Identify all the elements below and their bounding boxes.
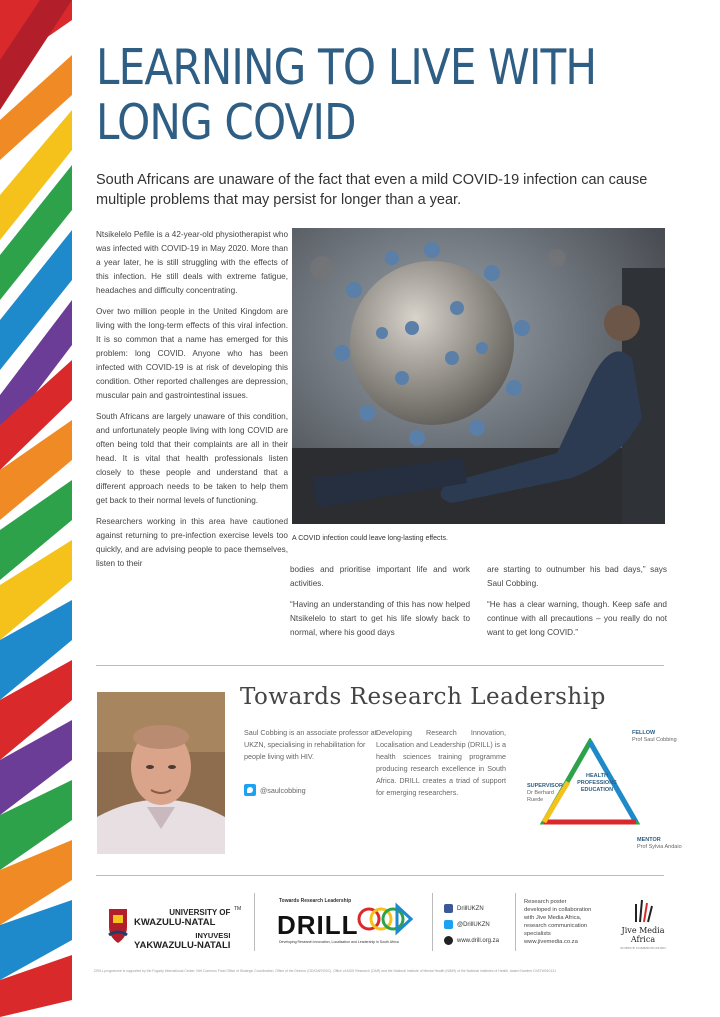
drill-logo-word: DRILL: [277, 910, 359, 940]
website-text: www.drill.org.za: [457, 937, 500, 944]
twitter-text: @DrillUKZN: [457, 921, 490, 928]
jive-media-logo-icon: [630, 898, 656, 924]
article-column-2: [290, 563, 470, 647]
jive-line-2: Africa: [630, 935, 656, 944]
article-title: LEARNING TO LIVE WITH LONG COVID: [96, 39, 597, 151]
uni-line-1: UNIVERSITY OF: [169, 908, 231, 917]
drill-logo-mark: [357, 900, 413, 938]
photo-caption: A COVID infection could leave long-lasting effects.: [292, 535, 448, 542]
triad-fellow: [632, 730, 677, 744]
drill-description: Developing Research Innovation, Localisation and Leadership (DRILL) is a health sciences training programme producing research excellence in South Africa. DRILL creates a triad of support for emerging researchers.: [376, 728, 506, 797]
facebook-icon: [444, 904, 453, 913]
twitter-icon: [444, 920, 453, 929]
footer-divider: [96, 875, 664, 876]
bio-text: Saul Cobbing is an associate professor at UKZN, specialising in rehabilitation for people living with HIV.: [244, 728, 377, 761]
facebook-text: DrillUKZN: [457, 905, 484, 912]
drill-tagline: Developing Research Innovation, Localisation and Leadership in South Africa: [279, 940, 399, 944]
paragraph-5: bodies and prioritise important life and work activities.: [290, 565, 470, 588]
twitter-handle[interactable]: [244, 784, 306, 796]
section-divider: [96, 665, 664, 666]
section-heading: Towards Research Leadership: [240, 684, 606, 710]
paragraph-8: “He has a clear warning, though. Keep safe and continue with all precautions – you really do not want to get long COVID.”: [487, 600, 667, 637]
uni-line-2: KWAZULU-NATAL: [134, 917, 216, 928]
twitter-handle-text: @saulcobbing: [260, 785, 306, 795]
article-subtitle: South Africans are unaware of the fact that even a mild COVID-19 infection can cause multiple problems that may persist for longer than a year.: [96, 172, 648, 208]
jive-line-1: Jive Media: [621, 926, 665, 935]
footer-separator-1: [254, 893, 255, 951]
twitter-link[interactable]: [444, 920, 490, 929]
footer-separator-2: [432, 893, 433, 951]
paragraph-3: South Africans are largely unaware of this condition, and unfortunately people living with long COVID are often being told that their complaints are all in their head. It is vital that health professionals listen closely to these people and understand that a different approach needs to be taken to help them get back to their normal levels of functioning.: [96, 412, 288, 505]
uni-line-4: YAKWAZULU-NATALI: [134, 940, 231, 951]
article-page: [72, 0, 720, 1017]
portrait-photo: [97, 692, 225, 854]
globe-icon: [444, 936, 453, 945]
triad-supervisor: [527, 783, 567, 804]
facebook-link[interactable]: [444, 904, 484, 913]
uni-line-3: INYUVESI: [195, 931, 231, 940]
paragraph-2: Over two million people in the United Kingdom are living with the long-term effects of this viral infection. It is so common that a name has emerged for this problem: long COVID. Anyone who has been infected with COVID-19 is at risk of developing this condition. Other reported challenges are depression, muscular pain and gastrointestinal issues.: [96, 307, 288, 400]
footer-separator-3: [515, 893, 516, 951]
supervisor-label: SUPERVISOR: [527, 783, 563, 789]
article-column-1: [96, 228, 288, 578]
ukzn-logo-text: [134, 908, 230, 951]
paragraph-4: Researchers working in this area have cautioned against returning to pre-infection exercise levels too quickly, and are advising people to pace themselves, listen to their: [96, 517, 288, 568]
supervisor-name: Dr Berhard Ruede: [527, 790, 554, 803]
website-link[interactable]: [444, 936, 499, 945]
ukzn-crest-icon: [107, 905, 129, 945]
paragraph-1: Ntsikelelo Pefile is a 42-year-old physiotherapist who was infected with COVID-19 in May 2020. More than a year later, he is still struggling with the effects of this infection. He still deals with extreme fatigue, headaches and difficulty concentrating.: [96, 230, 288, 295]
mentor-label: MENTOR: [637, 837, 661, 843]
decorative-color-stripe: [0, 0, 72, 1017]
article-column-3: [487, 563, 667, 647]
funding-fineprint: DRILL programme is supported by the Fogarty International Center, NIH Common Fund Office of Strategic Coordination, Office of the Director (OD/OAR/OSC), Office of AIDS Research (OAR) and the National Institute of Mental Health (NIMH) of the National Institutes of Health, Award Number D43TW010131: [94, 969, 557, 973]
covid-virus-illustration: [292, 228, 665, 524]
jive-tag: SCIENCE COMMUNICATION: [620, 946, 666, 950]
fellow-name: Prof Saul Cobbing: [632, 737, 677, 743]
triad-center: HEALTH PROFESSIONS EDUCATION: [577, 773, 617, 793]
stripe-graphic: [0, 0, 72, 1017]
covid-photo: [292, 228, 665, 524]
triad-mentor: [637, 837, 682, 851]
portrait-illustration: [97, 692, 225, 854]
twitter-icon: [244, 784, 256, 796]
fellow-label: FELLOW: [632, 730, 656, 736]
trademark-symbol: TM: [234, 906, 242, 912]
paragraph-7: are starting to outnumber his bad days,” says Saul Cobbing.: [487, 565, 667, 588]
paragraph-6: “Having an understanding of this has now helped Ntsikelelo to start to get his life slowly back to normal, where his good days: [290, 600, 470, 637]
poster-credit: Research poster developed in collaboration with Jive Media Africa, research communication specialists www.jivemedia.co.za: [524, 899, 592, 945]
jive-media-logo-text: [618, 926, 668, 953]
mentor-name: Prof Sylvia Andaio: [637, 844, 682, 850]
drill-logo-caption: Towards Research Leadership: [279, 898, 352, 904]
